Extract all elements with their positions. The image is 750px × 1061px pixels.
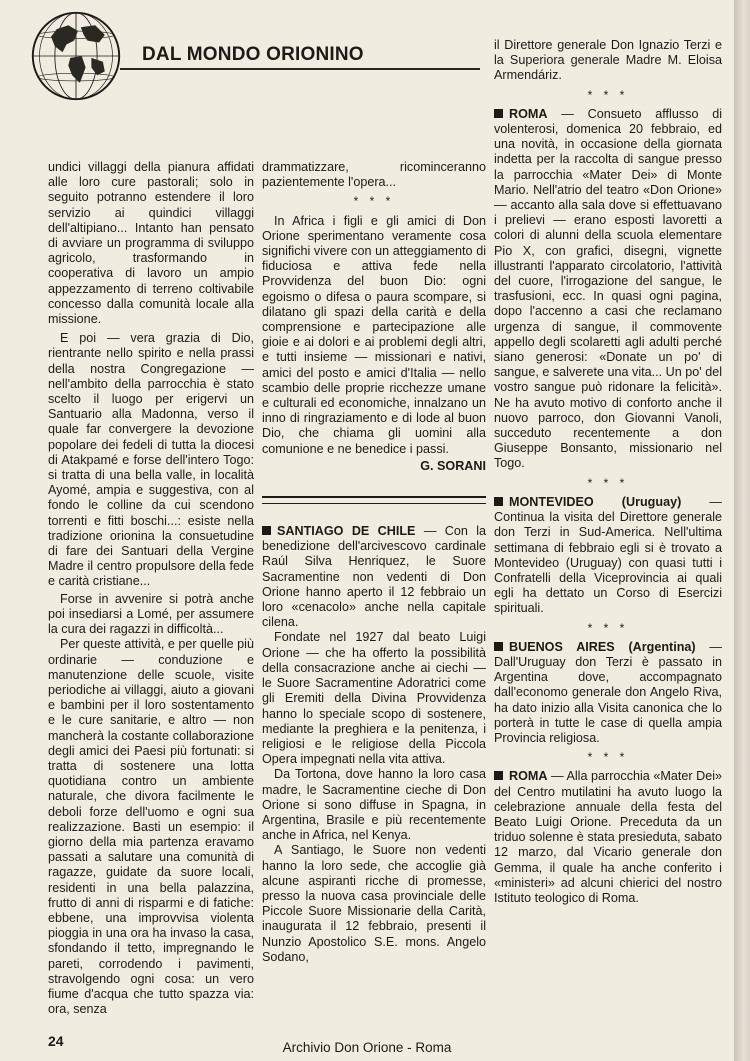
archive-footer: Archivio Don Orione - Roma xyxy=(282,1040,452,1055)
city-heading: SANTIAGO DE CHILE xyxy=(277,524,416,539)
header-rule xyxy=(120,68,480,70)
globe-icon xyxy=(28,8,124,104)
page-number: 24 xyxy=(48,1033,64,1049)
news-item-roma xyxy=(494,107,722,472)
section-title: DAL MONDO ORIONINO xyxy=(142,44,364,65)
column-2 xyxy=(262,160,486,965)
paragraph: In Africa i figli e gli amici di Don Orione sperimentano veramente cosa significhi vivere con un atteggiamento di fiduciosa e attiva fede nella Provvidenza del buon Dio: ogni egoismo o difesa o paura scompare, si dilatano gli spazi della carità e della comprensione e partecipazione alle gioie e ai dolori e ai problemi degli altri, e tutti insieme — missionari e nativi, amici del posto e amici d'Italia — nello scambio delle proprie ricchezze umane e culturali ed economiche, innalzano un inno di ringraziamento e di lode al buon Dio, che chiama gli uomini alla comunione e ne benedice i passi. xyxy=(262,213,486,456)
column-3 xyxy=(494,38,722,906)
section-separator: * * * xyxy=(587,87,629,102)
news-text: — Alla parrocchia «Mater Dei» del Centro mutilatini ha avuto luogo la celebrazione annuale della festa del Beato Luigi Orione. Preceduta da un triduo solenne è stata presieduta, sabato 12 marzo, dal Vicario generale don Gemma, il quale ha anche conferito i «ministeri» ad alcuni chierici del nostro Istituto teologico di Roma. xyxy=(494,769,722,905)
city-heading: ROMA xyxy=(509,769,548,784)
section-separator: * * * xyxy=(353,194,395,209)
author-signature: G. SORANI xyxy=(420,458,486,473)
section-separator: * * * xyxy=(587,475,629,490)
column-1 xyxy=(48,160,254,1017)
bullet-icon xyxy=(494,109,503,118)
paragraph: Forse in avvenire si potrà anche poi insediarsi a Lomé, per assumere la cura dei ragazzi in difficoltà... xyxy=(48,591,254,637)
news-item-santiago xyxy=(262,524,486,630)
bullet-icon xyxy=(494,771,503,780)
news-text: — Con la benedizione dell'arcivescovo cardinale Raúl Silva Henriquez, le Suore Sacramentine non vedenti di Don Orione hanno aperto il 12 febbraio un loro «cenacolo» anche nella capitale cilena. xyxy=(262,524,487,630)
paragraph: A Santiago, le Suore non vedenti hanno la loro sede, che accoglie già alcune aspiranti ricche di promesse, presso la nuova casa provinciale delle Piccole Suore Missionarie della Carità, inaugurata il 12 febbraio, presenti il Nunzio Apostolico S.E. mons. Angelo Sodano, xyxy=(262,843,486,964)
paragraph: Per queste attività, e per quelle più ordinarie — conduzione e manutenzione delle scuole, visite periodiche ai villaggi, aiuto a giovani e bambini per il loro sostentamento e le cure sanitarie, e altro — non mancherà la costante collaborazione degli amici dei Paesi più fortunati: si tratta di sostenere una lotta quotidiana contro un ambiente naturale, che divora facilmente le deboli forze dell'uomo e ogni sua realizzazione. Basti un esempio: il giorno della mia partenza eravamo passati a salutare una comunità di ragazze, guidate da suore locali, residenti in una bella palazzina, frutto di anni di risparmi e di fatiche: ebbene, una improvvisa violenta pioggia in una ora ha invaso la casa, sfondando il tetto, impregnando le pareti, corrodendo i pavimenti, stravolgendo ogni cosa: un vero fiume d'acqua che tutto spazza via: ora, senza xyxy=(48,637,254,1017)
news-item-buenos-aires xyxy=(494,640,722,746)
news-item-montevideo xyxy=(494,495,722,617)
paragraph: undici villaggi della pianura affidati alle loro cure pastorali; solo in seguito potranno estendere il loro servizio ai quindici villaggi dell'altipiano... Intanto han pensato di avviare un programma di sviluppo agricolo, trasformando in cooperativa di lavoro un ampio appezzamento di terreno coltivabile concesso dalla comunità locale alla missione. xyxy=(48,160,254,327)
bullet-icon xyxy=(494,497,503,506)
news-text: — Consueto afflusso di volenterosi, domenica 20 febbraio, ed una novità, in occasione della giornata indetta per la raccolta di sangue presso la parrocchia «Mater Dei» di Monte Mario. Nell'atrio del teatro «Don Orione» — accanto alla sala dove si effettuavano i prelievi — erano esposti lavoretti a colori di alunni della scuola elementare Pio X, con grafici, disegni, vignette illustranti l'apparato circolatorio, l'attività del cuore, l'irrogazione del sangue, le trasfusioni, ecc. In quasi ogni pagina, dopo l'accenno a casi che reclamano urgenza di sangue, il commovente appello degli scolaretti agli adulti perché siano generosi: «Donate un po' di sangue, e salverete una vita... Un po' del vostro sangue può ridonare la felicità». Ne ha avuto motivo di conforto anche il nuovo parroco, don Giovanni Vanoli, succeduto recentemente a don Giuseppe Bonsanto, missionario nel Togo. xyxy=(494,106,723,471)
paragraph: il Direttore generale Don Ignazio Terzi e la Superiora generale Madre M. Eloisa Armendáriz. xyxy=(494,38,722,83)
bullet-icon xyxy=(262,526,271,535)
section-separator: * * * xyxy=(587,620,629,635)
news-item-roma-2 xyxy=(494,769,722,906)
double-rule xyxy=(262,496,486,504)
bullet-icon xyxy=(494,642,503,651)
paragraph: Da Tortona, dove hanno la loro casa madre, le Sacramentine cieche di Don Orione si sono diffuse in Spagna, in Argentina, Brasile e più recentemente anche in Africa, nel Kenya. xyxy=(262,767,486,843)
city-heading: ROMA xyxy=(509,106,548,121)
news-text: — Dall'Uruguay don Terzi è passato in Argentina dove, accompagnato dall'economo generale don Angelo Riva, ha dato inizio alla Visita canonica che lo porterà in tutte le case di quella ampia Provincia religiosa. xyxy=(494,639,722,745)
city-heading: BUENOS AIRES (Argentina) xyxy=(509,639,696,654)
paragraph: Fondate nel 1927 dal beato Luigi Orione — che ha offerto la possibilità della consacrazione anche ai ciechi — le Suore Sacramentine Adoratrici come gli Eremiti della Divina Provvidenza hanno lo speciale scopo di sostenere, mediante la preghiera e la penitenza, i religiosi e le religiose della Piccola Opera impegnati nella vita attiva. xyxy=(262,630,486,767)
page-edge-shadow xyxy=(734,0,750,1061)
news-text: — Continua la visita del Direttore generale don Terzi in Sud-America. Nell'ultima settimana di febbraio egli si è trovato a Montevideo (Uruguay) con quasi tutti i Confratelli della Viceprovincia ai quali egli ha dettato un Corso di Esercizi spirituali. xyxy=(494,494,722,616)
paragraph: drammatizzare, ricominceranno pazientemente l'opera... xyxy=(262,160,486,190)
city-heading: MONTEVIDEO (Uruguay) xyxy=(509,494,682,509)
section-separator: * * * xyxy=(587,750,629,765)
paragraph: E poi — vera grazia di Dio, rientrante nello spirito e nella prassi della nostra Congregazione — nell'ambito della parrocchia è stato scelto il luogo per erigervi un Santuario alla Madonna, verso il quale far convergere la devozione popolare dei fedeli di tutta la diocesi di Atakpamé e forse dell'intero Togo: si tratta di una bella valle, in località Ayomé, ampia e suggestiva, con al fondo le colline da cui scendono torrenti e fitti boschi...: esiste nella tradizione orionina la consuetudine di fare dei Santuari della Vergine Madre il centro propulsore della fede e carità cristiane... xyxy=(48,331,254,589)
